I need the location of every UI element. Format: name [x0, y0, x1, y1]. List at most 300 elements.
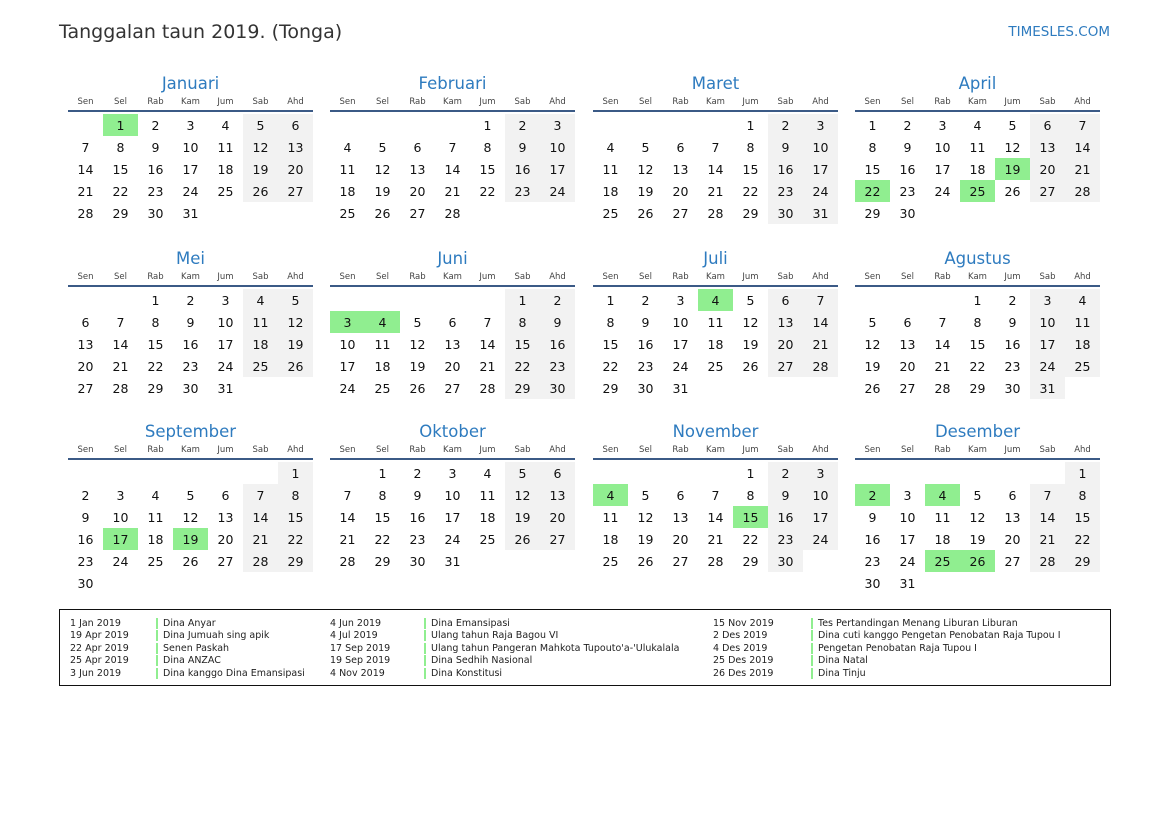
weekday-label: Sen [864, 97, 881, 107]
day-grid [593, 462, 838, 572]
day-cell: 20 [409, 183, 426, 199]
day-cell: 21 [707, 183, 724, 199]
day-cell: 12 [637, 161, 654, 177]
day-cell: 12 [637, 509, 654, 525]
day-cell: 26 [742, 358, 759, 374]
day-cell: 9 [1008, 314, 1017, 330]
day-cell: 22 [278, 528, 313, 550]
day-cell: 23 [768, 180, 803, 202]
day-cell: 22 [969, 358, 986, 374]
holiday-marker [424, 655, 426, 666]
empty-cell [628, 462, 663, 484]
day-cell: 6 [903, 314, 912, 330]
day-cell: 21 [112, 358, 129, 374]
day-cell: 11 [243, 311, 278, 333]
day-cell: 7 [1065, 114, 1100, 136]
day-cell: 18 [602, 183, 619, 199]
day-cell: 2 [768, 114, 803, 136]
empty-cell [925, 289, 960, 311]
day-cell: 22 [602, 358, 619, 374]
day-cell: 11 [479, 487, 496, 503]
empty-cell [435, 114, 470, 136]
day-cell: 24 [540, 180, 575, 202]
legend-row [713, 642, 1061, 655]
holiday-name: Dina Natal [818, 655, 868, 667]
day-cell: 17 [217, 336, 234, 352]
day-cell: 24 [803, 180, 838, 202]
holiday-marker [424, 643, 426, 654]
month-name: April [958, 74, 997, 93]
day-cell: 9 [151, 139, 160, 155]
day-cell: 6 [676, 139, 685, 155]
day-cell: 16 [77, 531, 94, 547]
day-cell: 24 [217, 358, 234, 374]
day-cell: 27 [672, 205, 689, 221]
day-cell: 17 [672, 336, 689, 352]
weekday-label: Rab [147, 445, 164, 455]
day-grid [330, 114, 575, 224]
day-cell: 17 [444, 509, 461, 525]
weekday-header [855, 270, 1100, 287]
day-cell: 17 [182, 161, 199, 177]
holiday-cell: 4 [925, 484, 960, 506]
weekday-label: Rab [672, 272, 689, 282]
day-cell: 19 [409, 358, 426, 374]
day-cell: 22 [374, 531, 391, 547]
day-cell: 21 [1065, 158, 1100, 180]
weekday-label: Kam [443, 445, 462, 455]
day-cell: 11 [602, 161, 619, 177]
day-cell: 5 [186, 487, 195, 503]
day-cell: 28 [243, 550, 278, 572]
weekday-label: Rab [147, 97, 164, 107]
day-cell: 3 [803, 462, 838, 484]
day-cell: 18 [339, 183, 356, 199]
weekday-label: Sel [114, 445, 127, 455]
weekday-label: Jum [479, 272, 496, 282]
day-cell: 4 [243, 289, 278, 311]
day-cell: 25 [602, 205, 619, 221]
day-cell: 2 [540, 289, 575, 311]
day-cell: 13 [672, 509, 689, 525]
day-cell: 25 [479, 531, 496, 547]
day-cell: 20 [1030, 158, 1065, 180]
day-cell: 13 [1030, 136, 1065, 158]
day-cell: 22 [479, 183, 496, 199]
day-cell: 11 [934, 509, 951, 525]
day-cell: 11 [217, 139, 234, 155]
day-cell: 24 [899, 553, 916, 569]
day-cell: 9 [413, 487, 422, 503]
day-cell: 27 [278, 180, 313, 202]
day-cell: 27 [77, 380, 94, 396]
weekday-label: Jum [217, 97, 234, 107]
holiday-name: Ulang tahun Raja Bagou VI [431, 630, 559, 642]
day-cell: 10 [339, 336, 356, 352]
day-cell: 27 [672, 553, 689, 569]
day-cell: 10 [803, 136, 838, 158]
day-cell: 10 [182, 139, 199, 155]
day-cell: 24 [934, 183, 951, 199]
day-cell: 28 [934, 380, 951, 396]
weekday-label: Ahd [287, 272, 304, 282]
weekday-label: Rab [934, 97, 951, 107]
day-cell: 28 [707, 205, 724, 221]
empty-cell [103, 289, 138, 311]
holiday-date: 26 Des 2019 [713, 667, 774, 679]
day-cell: 13 [899, 336, 916, 352]
day-cell: 12 [1004, 139, 1021, 155]
day-cell: 24 [672, 358, 689, 374]
empty-cell [855, 289, 890, 311]
empty-cell [855, 462, 890, 484]
weekday-header [68, 443, 313, 460]
day-cell: 10 [217, 314, 234, 330]
day-cell: 30 [899, 205, 916, 221]
day-cell: 29 [374, 553, 391, 569]
day-cell: 7 [711, 139, 720, 155]
day-cell: 26 [864, 380, 881, 396]
holiday-marker [811, 630, 813, 641]
day-cell: 28 [112, 380, 129, 396]
empty-cell [628, 114, 663, 136]
day-cell: 11 [602, 509, 619, 525]
weekday-header [68, 270, 313, 287]
day-cell: 8 [1065, 484, 1100, 506]
weekday-label: Sab [252, 97, 269, 107]
weekday-label: Sen [77, 445, 94, 455]
day-cell: 26 [1004, 183, 1021, 199]
day-cell: 9 [641, 314, 650, 330]
day-cell: 31 [182, 205, 199, 221]
holiday-marker [811, 618, 813, 629]
day-cell: 4 [1065, 289, 1100, 311]
day-cell: 3 [221, 292, 230, 308]
empty-cell [663, 462, 698, 484]
day-cell: 23 [864, 553, 881, 569]
weekday-label: Ahd [287, 97, 304, 107]
day-cell: 21 [479, 358, 496, 374]
day-cell: 5 [746, 292, 755, 308]
holiday-name: Dina Anyar [163, 617, 216, 629]
day-cell: 23 [409, 531, 426, 547]
weekday-header [593, 270, 838, 287]
weekday-label: Kam [968, 272, 987, 282]
month-september [68, 421, 313, 594]
day-cell: 6 [1030, 114, 1065, 136]
site-link[interactable]: TIMESLES.COM [1008, 24, 1110, 40]
holiday-cell: 1 [103, 114, 138, 136]
day-cell: 3 [903, 487, 912, 503]
day-cell: 2 [1008, 292, 1017, 308]
day-cell: 27 [1030, 180, 1065, 202]
day-cell: 30 [147, 205, 164, 221]
day-cell: 18 [602, 531, 619, 547]
day-cell: 29 [742, 205, 759, 221]
weekday-label: Rab [672, 445, 689, 455]
day-cell: 8 [746, 487, 755, 503]
day-cell: 14 [707, 509, 724, 525]
day-cell: 6 [1008, 487, 1017, 503]
weekday-label: Sab [777, 272, 794, 282]
weekday-label: Ahd [812, 97, 829, 107]
weekday-label: Kam [181, 272, 200, 282]
weekday-label: Ahd [549, 272, 566, 282]
day-cell: 29 [742, 553, 759, 569]
day-cell: 18 [479, 509, 496, 525]
day-cell: 8 [483, 139, 492, 155]
day-cell: 15 [742, 161, 759, 177]
day-cell: 26 [637, 205, 654, 221]
legend-row [70, 655, 305, 668]
month-name: September [144, 422, 237, 441]
day-cell: 29 [1065, 550, 1100, 572]
day-cell: 12 [969, 509, 986, 525]
day-cell: 26 [505, 528, 540, 550]
weekday-header [330, 443, 575, 460]
weekday-label: Sel [639, 272, 652, 282]
day-cell: 27 [1004, 553, 1021, 569]
day-cell: 14 [1030, 506, 1065, 528]
day-cell: 12 [864, 336, 881, 352]
weekday-label: Sen [864, 445, 881, 455]
legend-row [70, 630, 305, 643]
legend-row [713, 667, 1061, 680]
day-cell: 14 [112, 336, 129, 352]
day-cell: 26 [409, 380, 426, 396]
weekday-label: Rab [409, 97, 426, 107]
day-cell: 21 [77, 183, 94, 199]
empty-cell [593, 114, 628, 136]
day-cell: 7 [343, 487, 352, 503]
weekday-label: Kam [968, 97, 987, 107]
holiday-cell: 15 [733, 506, 768, 528]
weekday-header [855, 443, 1100, 460]
month-name: Januari [161, 74, 220, 93]
holiday-name: Ulang tahun Pangeran Mahkota Tupouto'a-'Ulukalala [431, 642, 680, 654]
day-cell: 5 [641, 487, 650, 503]
holiday-cell: 19 [995, 158, 1030, 180]
day-cell: 24 [803, 528, 838, 550]
holiday-marker [424, 618, 426, 629]
empty-cell [995, 462, 1030, 484]
day-cell: 16 [505, 158, 540, 180]
day-cell: 27 [409, 205, 426, 221]
day-cell: 10 [444, 487, 461, 503]
day-cell: 7 [81, 139, 90, 155]
day-cell: 8 [116, 139, 125, 155]
day-cell: 16 [637, 336, 654, 352]
day-cell: 19 [278, 333, 313, 355]
day-cell: 26 [182, 553, 199, 569]
day-grid [593, 114, 838, 224]
empty-cell [435, 289, 470, 311]
day-cell: 9 [768, 484, 803, 506]
holiday-date: 22 Apr 2019 [70, 642, 129, 654]
day-cell: 22 [147, 358, 164, 374]
day-cell: 20 [278, 158, 313, 180]
empty-cell [663, 114, 698, 136]
weekday-label: Jum [1004, 272, 1021, 282]
day-cell: 15 [864, 161, 881, 177]
day-cell: 1 [746, 465, 755, 481]
day-cell: 27 [217, 553, 234, 569]
day-grid [330, 462, 575, 572]
weekday-header [593, 443, 838, 460]
weekday-label: Jum [479, 445, 496, 455]
day-grid [855, 289, 1100, 399]
day-cell: 1 [1065, 462, 1100, 484]
holiday-cell: 22 [855, 180, 890, 202]
holiday-name: Senen Paskah [163, 642, 230, 654]
day-grid [855, 114, 1100, 224]
holiday-date: 1 Jan 2019 [70, 617, 121, 629]
weekday-label: Sen [339, 272, 356, 282]
day-cell: 30 [77, 575, 94, 591]
holiday-date: 2 Des 2019 [713, 630, 768, 642]
day-cell: 10 [934, 139, 951, 155]
month-name: Agustus [944, 249, 1011, 268]
day-cell: 28 [339, 553, 356, 569]
day-grid [593, 289, 838, 399]
weekday-label: Sab [1039, 445, 1056, 455]
weekday-label: Jum [217, 445, 234, 455]
day-cell: 12 [278, 311, 313, 333]
day-cell: 1 [868, 117, 877, 133]
day-cell: 7 [938, 314, 947, 330]
day-cell: 15 [278, 506, 313, 528]
day-cell: 10 [899, 509, 916, 525]
weekday-label: Sel [114, 97, 127, 107]
day-cell: 15 [112, 161, 129, 177]
month-mei [68, 248, 313, 399]
day-cell: 20 [77, 358, 94, 374]
day-cell: 4 [151, 487, 160, 503]
holiday-date: 19 Sep 2019 [330, 655, 391, 667]
day-cell: 19 [243, 158, 278, 180]
weekday-label: Rab [934, 445, 951, 455]
month-name: Maret [691, 74, 740, 93]
month-agustus [855, 248, 1100, 399]
day-cell: 28 [1065, 180, 1100, 202]
day-cell: 6 [81, 314, 90, 330]
empty-cell [68, 114, 103, 136]
day-cell: 8 [505, 311, 540, 333]
month-oktober [330, 421, 575, 572]
day-cell: 13 [77, 336, 94, 352]
day-cell: 5 [413, 314, 422, 330]
day-cell: 24 [112, 553, 129, 569]
day-cell: 10 [112, 509, 129, 525]
day-cell: 28 [479, 380, 496, 396]
day-cell: 28 [77, 205, 94, 221]
day-cell: 19 [969, 531, 986, 547]
day-cell: 6 [676, 487, 685, 503]
day-cell: 3 [938, 117, 947, 133]
day-cell: 17 [803, 158, 838, 180]
day-cell: 24 [1030, 355, 1065, 377]
day-cell: 9 [540, 311, 575, 333]
day-cell: 23 [147, 183, 164, 199]
month-name: Februari [418, 74, 487, 93]
holiday-cell: 26 [960, 550, 995, 572]
day-cell: 11 [339, 161, 356, 177]
holiday-marker [156, 668, 158, 679]
day-cell: 13 [768, 311, 803, 333]
legend-row [330, 630, 679, 643]
holiday-marker [811, 668, 813, 679]
day-cell: 29 [602, 380, 619, 396]
empty-cell [960, 462, 995, 484]
day-cell: 7 [448, 139, 457, 155]
weekday-label: Jum [742, 97, 759, 107]
day-cell: 25 [602, 553, 619, 569]
weekday-label: Sen [339, 97, 356, 107]
weekday-label: Ahd [812, 272, 829, 282]
holiday-marker [156, 643, 158, 654]
day-cell: 5 [1008, 117, 1017, 133]
day-cell: 25 [217, 183, 234, 199]
weekday-label: Kam [443, 272, 462, 282]
day-cell: 9 [81, 509, 90, 525]
legend-row [70, 642, 305, 655]
day-cell: 19 [505, 506, 540, 528]
month-januari [68, 73, 313, 224]
holiday-date: 19 Apr 2019 [70, 630, 129, 642]
day-cell: 17 [899, 531, 916, 547]
day-cell: 20 [899, 358, 916, 374]
month-februari [330, 73, 575, 224]
day-cell: 8 [606, 314, 615, 330]
holiday-date: 4 Jun 2019 [330, 617, 382, 629]
day-cell: 27 [768, 355, 803, 377]
empty-cell [890, 289, 925, 311]
day-cell: 13 [1004, 509, 1021, 525]
month-juli [593, 248, 838, 399]
weekday-label: Ahd [1074, 272, 1091, 282]
day-cell: 5 [973, 487, 982, 503]
day-cell: 8 [868, 139, 877, 155]
day-cell: 19 [864, 358, 881, 374]
day-cell: 29 [505, 377, 540, 399]
day-cell: 20 [768, 333, 803, 355]
day-cell: 4 [343, 139, 352, 155]
day-cell: 15 [602, 336, 619, 352]
day-cell: 16 [182, 336, 199, 352]
day-cell: 15 [969, 336, 986, 352]
empty-cell [698, 462, 733, 484]
day-cell: 16 [409, 509, 426, 525]
holiday-date: 4 Nov 2019 [330, 667, 385, 679]
day-grid [330, 289, 575, 399]
weekday-label: Sel [639, 445, 652, 455]
holiday-cell: 19 [173, 528, 208, 550]
day-cell: 14 [803, 311, 838, 333]
empty-cell [698, 114, 733, 136]
day-cell: 20 [217, 531, 234, 547]
day-cell: 23 [77, 553, 94, 569]
empty-cell [138, 462, 173, 484]
empty-cell [103, 462, 138, 484]
day-cell: 10 [540, 136, 575, 158]
day-cell: 3 [1030, 289, 1065, 311]
day-cell: 2 [903, 117, 912, 133]
empty-cell [400, 289, 435, 311]
day-cell: 18 [969, 161, 986, 177]
weekday-label: Sab [1039, 272, 1056, 282]
day-cell: 13 [278, 136, 313, 158]
day-cell: 10 [1030, 311, 1065, 333]
